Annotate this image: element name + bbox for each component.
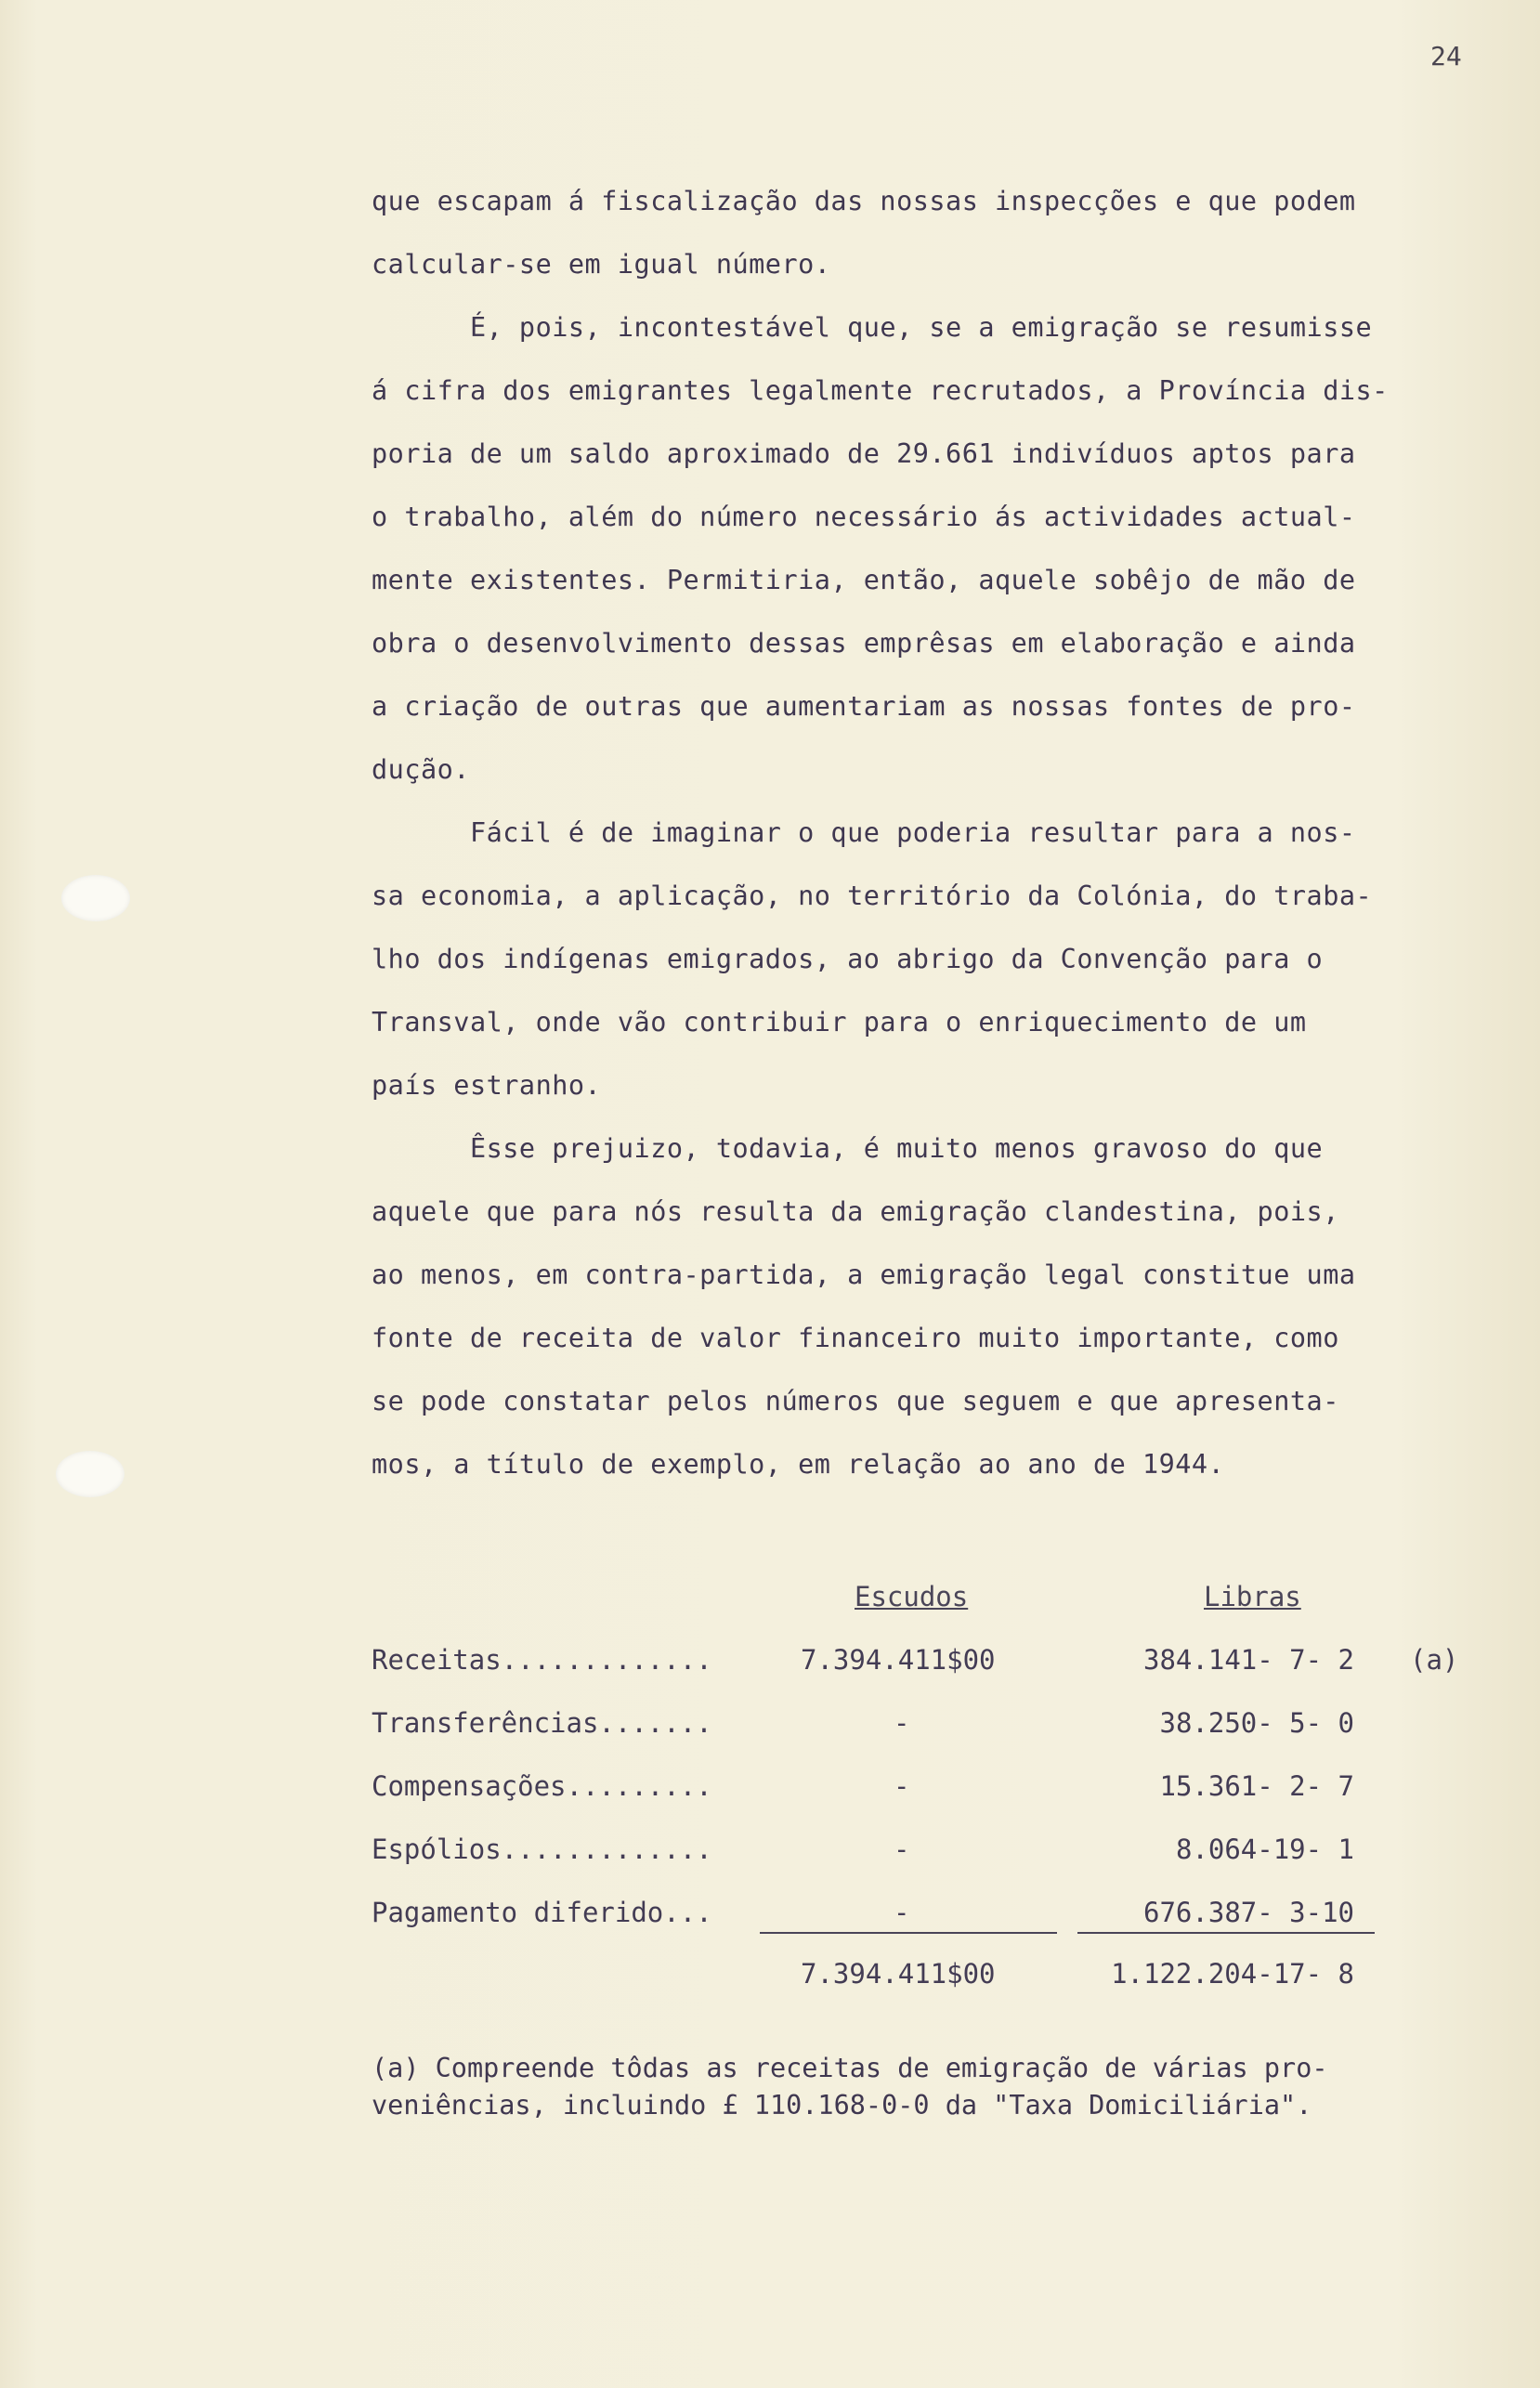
- libras-value: 8.064-19- 1: [1175, 1833, 1354, 1865]
- footnote-line: veniências, incluindo £ 110.168-0-0 da "Taxa Domiciliária".: [372, 2090, 1312, 2120]
- escudos-value: -: [894, 1897, 910, 1928]
- escudos-value: 7.394.411$00: [801, 1644, 996, 1676]
- punch-hole-top: [61, 875, 130, 921]
- body-line: fonte de receita de valor financeiro muito importante, como: [372, 1323, 1339, 1353]
- escudos-total: 7.394.411$00: [801, 1958, 996, 1990]
- body-line: mos, a título de exemplo, em relação ao ano de 1944.: [372, 1449, 1225, 1480]
- body-line: á cifra dos emigrantes legalmente recrutados, a Província dis-: [372, 375, 1389, 406]
- row-label: Compensações.........: [372, 1770, 712, 1802]
- libras-total: 1.122.204-17- 8: [1111, 1958, 1354, 1990]
- column-header-escudos: Escudos: [855, 1581, 969, 1612]
- body-line: se pode constatar pelos números que seguem e que apresenta-: [372, 1386, 1339, 1416]
- body-line: Fácil é de imaginar o que poderia resultar para a nos-: [372, 817, 1356, 848]
- body-line: sa economia, a aplicação, no território da Colónia, do traba-: [372, 881, 1373, 911]
- column-header-libras: Libras: [1204, 1581, 1301, 1612]
- body-line: a criação de outras que aumentariam as nossas fontes de pro-: [372, 691, 1356, 722]
- page-number: 24: [1430, 41, 1462, 72]
- body-line: Êsse prejuizo, todavia, é muito menos gravoso do que: [372, 1133, 1324, 1164]
- body-line: dução.: [372, 754, 470, 785]
- body-line: aquele que para nós resulta da emigração clandestina, pois,: [372, 1196, 1339, 1227]
- body-line: mente existentes. Permitiria, então, aquele sobêjo de mão de: [372, 565, 1356, 595]
- libras-value: 384.141- 7- 2: [1143, 1644, 1354, 1676]
- row-label: Transferências.......: [372, 1707, 712, 1739]
- libras-value: 38.250- 5- 0: [1159, 1707, 1354, 1739]
- body-line: país estranho.: [372, 1070, 602, 1101]
- escudos-value: -: [894, 1770, 910, 1802]
- body-line: Transval, onde vão contribuir para o enriquecimento de um: [372, 1007, 1307, 1037]
- body-line: lho dos indígenas emigrados, ao abrigo da Convenção para o: [372, 944, 1324, 974]
- row-label: Receitas.............: [372, 1644, 712, 1676]
- body-line: É, pois, incontestável que, se a emigração se resumisse: [372, 312, 1373, 343]
- body-line: calcular-se em igual número.: [372, 249, 831, 280]
- escudos-value: -: [894, 1833, 910, 1865]
- escudos-value: -: [894, 1707, 910, 1739]
- footnote-line: (a) Compreende tôdas as receitas de emigração de várias pro-: [372, 2053, 1328, 2083]
- escudos-total-rule: [760, 1932, 1057, 1934]
- libras-total-rule: [1077, 1932, 1375, 1934]
- body-line: obra o desenvolvimento dessas emprêsas em elaboração e ainda: [372, 628, 1356, 659]
- row-label: Espólios.............: [372, 1833, 712, 1865]
- body-line: ao menos, em contra-partida, a emigração legal constitue uma: [372, 1259, 1356, 1290]
- footnote-marker: (a): [1410, 1644, 1459, 1676]
- body-line: o trabalho, além do número necessário ás actividades actual-: [372, 502, 1356, 532]
- body-line: que escapam á fiscalização das nossas inspecções e que podem: [372, 186, 1356, 216]
- libras-value: 15.361- 2- 7: [1159, 1770, 1354, 1802]
- body-line: poria de um saldo aproximado de 29.661 indivíduos aptos para: [372, 438, 1356, 469]
- libras-value: 676.387- 3-10: [1143, 1897, 1354, 1928]
- punch-hole-bottom: [56, 1451, 124, 1497]
- row-label: Pagamento diferido...: [372, 1897, 712, 1928]
